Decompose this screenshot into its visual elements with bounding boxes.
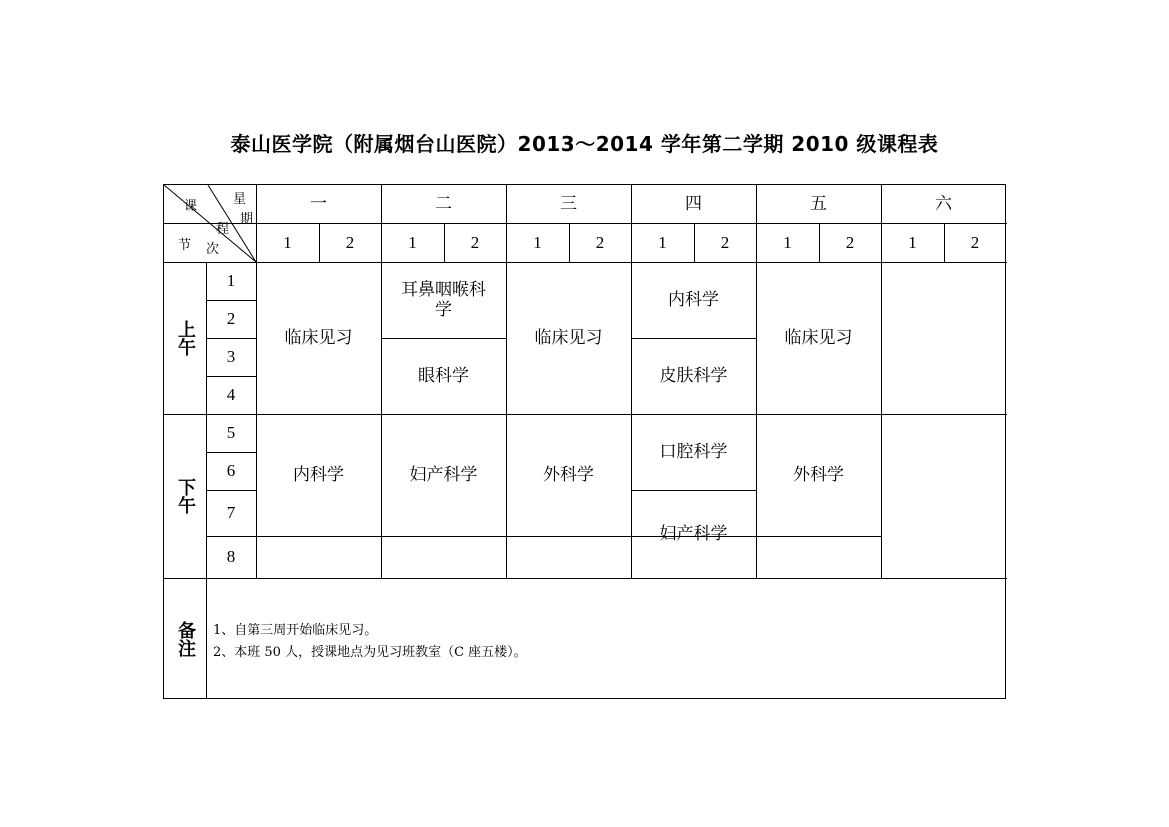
remark-line: 1、自第三周开始临床见习。	[213, 623, 378, 638]
course-mon-morning: 临床见习	[284, 328, 353, 348]
corner-label-cheng: 程	[216, 222, 230, 237]
day-header-wed: 三	[560, 194, 577, 214]
course-thu-morning-1: 内科学	[668, 290, 719, 310]
sub-period-header: 1	[908, 232, 917, 252]
sub-period-header: 2	[345, 232, 355, 252]
sub-period-header: 1	[783, 232, 792, 252]
period-number: 3	[226, 347, 236, 366]
day-header-tue: 二	[435, 194, 452, 214]
course-thu-morning-2: 皮肤科学	[659, 366, 728, 386]
course-fri-morning: 临床见习	[784, 328, 853, 348]
session-label-remarks: 备注	[175, 620, 196, 657]
period-number: 8	[226, 547, 236, 566]
remark-line: 2、本班 50 人，授课地点为见习班教室（C 座五楼）。	[213, 645, 527, 660]
corner-label-ci: 次	[206, 242, 220, 257]
course-thu-afternoon-2: 妇产科学	[659, 524, 728, 544]
course-wed-afternoon: 外科学	[543, 465, 594, 485]
day-header-thu: 四	[685, 194, 702, 214]
day-header-sat: 六	[935, 194, 952, 214]
sub-period-header: 1	[408, 232, 417, 252]
course-thu-afternoon-1: 口腔科学	[659, 442, 728, 462]
grid-line	[164, 578, 1007, 579]
remarks-notes	[213, 620, 527, 664]
grid-line	[206, 578, 207, 699]
page-title: 泰山医学院（附属烟台山医院）2013～2014 学年第二学期 2010 级课程表	[230, 132, 939, 156]
corner-label-qi: 期	[240, 212, 254, 227]
period-number: 2	[226, 309, 236, 328]
sub-period-header: 2	[845, 232, 855, 252]
sub-period-header: 2	[470, 232, 480, 252]
sub-period-header: 1	[658, 232, 667, 252]
sub-period-header: 1	[533, 232, 542, 252]
period-number: 5	[226, 423, 236, 442]
sub-period-header: 2	[970, 232, 980, 252]
session-label-afternoon: 下午	[175, 478, 196, 514]
session-label-morning: 上午	[175, 320, 196, 356]
course-wed-morning: 临床见习	[534, 328, 603, 348]
day-header-mon: 一	[310, 194, 327, 214]
sub-period-header: 1	[283, 232, 292, 252]
day-header-fri: 五	[810, 194, 827, 214]
sub-period-header: 2	[595, 232, 605, 252]
corner-label-ke: 课	[184, 199, 198, 214]
sub-period-header: 2	[720, 232, 730, 252]
course-tue-morning-1: 耳鼻咽喉科学	[401, 280, 486, 320]
course-tue-morning-2: 眼科学	[418, 366, 469, 386]
course-tue-afternoon: 妇产科学	[409, 465, 478, 485]
grid-line	[206, 536, 881, 537]
period-number: 6	[226, 461, 236, 480]
period-number: 7	[226, 503, 236, 522]
course-fri-afternoon: 外科学	[793, 465, 844, 485]
corner-label-jie: 节	[178, 238, 192, 253]
period-number: 1	[226, 271, 236, 290]
period-number: 4	[226, 385, 236, 404]
course-mon-afternoon: 内科学	[293, 465, 344, 485]
corner-label-xing: 星	[233, 192, 247, 207]
